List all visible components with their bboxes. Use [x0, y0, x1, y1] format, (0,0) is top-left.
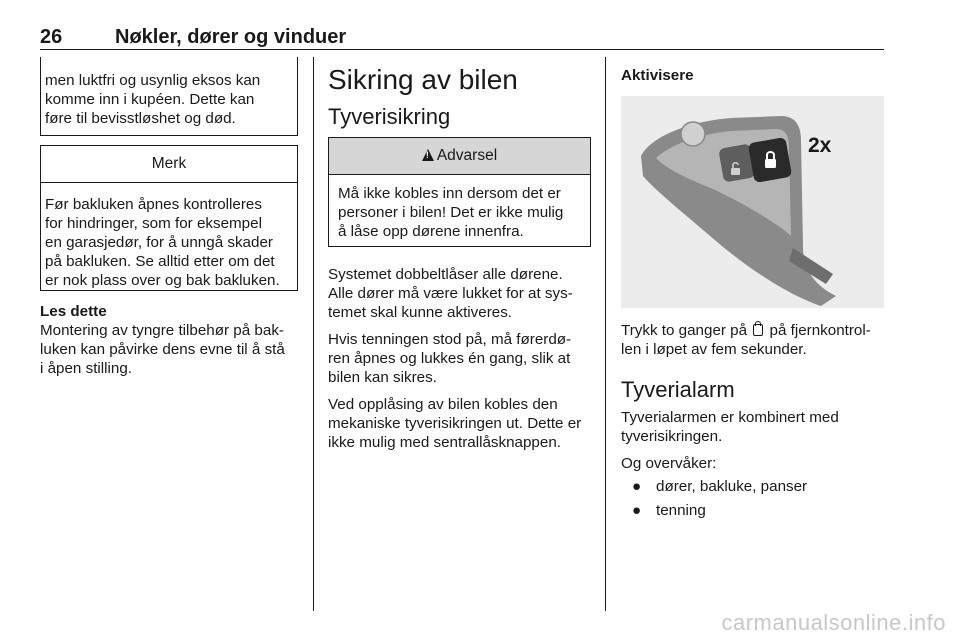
warn-line-2: personer i bilen! Det er ikke mulig — [338, 204, 564, 221]
note-line-5: er nok plass over og bak bakluken. — [45, 272, 280, 289]
key-fob-illustration — [621, 96, 884, 308]
p1-line-2: Alle dører må være lukket for at sys- — [328, 285, 573, 302]
p2-line-1: Hvis tenningen stod på, må førerdø- — [328, 331, 572, 348]
warn-line-3: å låse opp dørene innenfra. — [338, 223, 524, 240]
alarm-title: Tyverialarm — [621, 377, 735, 402]
page-number: 26 — [40, 26, 63, 48]
bullet-item-2: ● tenning — [632, 502, 706, 519]
lock-button-icon — [753, 324, 763, 336]
bullet-icon: ● — [632, 502, 642, 519]
cont-line-3: føre til bevisstløshet og død. — [45, 110, 236, 127]
p2-line-3: bilen kan sikres. — [328, 369, 437, 386]
key-fob-icon — [621, 96, 884, 308]
cont-line-1: men luktfri og usynlig eksos kan — [45, 72, 261, 89]
instr-line-1: Trykk to ganger på på fjernkontrol- — [621, 322, 871, 339]
p3-line-3: ikke mulig med sentrallåsknappen. — [328, 434, 561, 451]
read-line-3: i åpen stilling. — [40, 360, 133, 377]
note-box — [40, 145, 298, 291]
warning-box — [328, 137, 591, 247]
note-box-content — [41, 183, 297, 290]
instr-line-2: len i løpet av fem sekunder. — [621, 341, 807, 358]
p1-line-1: Systemet dobbeltlåser alle dørene. — [328, 266, 563, 283]
cont-line-2: komme inn i kupéen. Dette kan — [45, 91, 255, 108]
column-divider-1 — [313, 57, 314, 611]
page-header-title: Nøkler, dører og vinduer — [115, 26, 347, 48]
read-line-1: Montering av tyngre tilbehør på bak- — [40, 322, 284, 339]
activate-heading: Aktivisere — [621, 67, 694, 84]
warning-box-header — [329, 138, 590, 175]
alarm-text — [621, 408, 891, 520]
continued-warning-box — [40, 57, 298, 136]
alarm-line-2: tyverisikringen. — [621, 428, 723, 445]
press-count-label: 2x — [808, 134, 832, 157]
warn-line-1: Må ikke kobles inn dersom det er — [338, 185, 561, 202]
read-heading: Les dette — [40, 303, 107, 320]
monitors-line: Og overvåker: — [621, 455, 717, 472]
note-line-4: på bakluken. Se alltid etter om det — [45, 253, 275, 270]
read-this-block — [40, 302, 305, 378]
bullet-item-1: ● dører, bakluke, panser — [632, 478, 808, 495]
read-line-2: luken kan påvirke dens evne til å stå — [40, 341, 285, 358]
note-line-3: en garasjedør, for å unngå skader — [45, 234, 273, 251]
column-divider-2 — [605, 57, 606, 611]
warning-box-content — [329, 175, 590, 241]
warning-box-title: Advarsel — [436, 147, 498, 164]
p1-line-3: temet skal kunne aktiveres. — [328, 304, 513, 321]
p3-line-2: mekaniske tyverisikringen ut. Dette er — [328, 415, 582, 432]
note-line-2: for hindringer, som for eksempel — [45, 215, 262, 232]
alarm-line-1: Tyverialarmen er kombinert med — [621, 409, 839, 426]
warning-triangle-icon — [422, 149, 434, 161]
bullet-icon: ● — [632, 478, 642, 495]
col3-text — [621, 321, 891, 359]
subsection-title: Tyverisikring — [328, 104, 451, 129]
note-box-title: Merk — [41, 146, 297, 183]
col2-text — [328, 265, 598, 452]
p3-line-1: Ved opplåsing av bilen kobles den — [328, 396, 558, 413]
header-rule — [40, 49, 884, 50]
p2-line-2: ren åpnes og lukkes én gang, slik at — [328, 350, 571, 367]
watermark: carmanualsonline.info — [721, 610, 946, 635]
note-line-1: Før bakluken åpnes kontrolleres — [45, 196, 262, 213]
section-title: Sikring av bilen — [328, 64, 518, 95]
